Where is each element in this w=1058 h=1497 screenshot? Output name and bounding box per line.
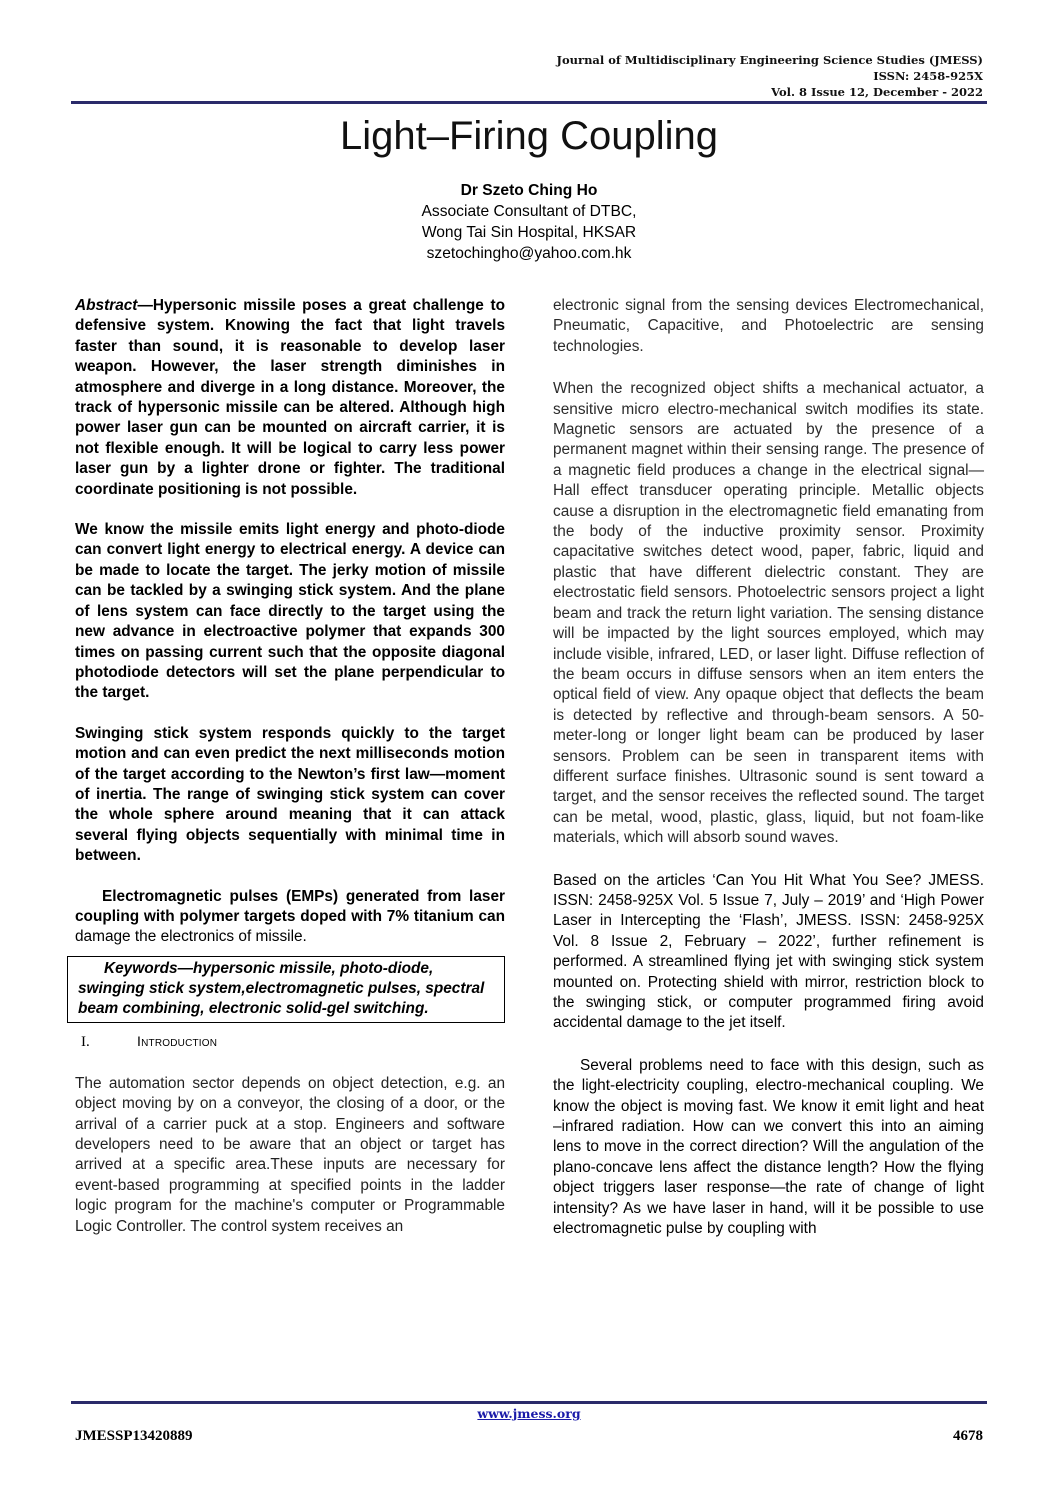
right-column [553, 296, 984, 1261]
page-number: 4678 [953, 1428, 983, 1444]
abstract-label: Abstract [75, 297, 138, 314]
keywords-text: —hypersonic missile, photo-diode, swinging stick system,electromagnetic pulses, spectral beam combining, electronic solid-gel switching. [78, 959, 485, 1017]
header-divider [71, 101, 987, 104]
right-paragraph-4: Several problems need to face with this design, such as the light-electricity coupling, electro-mechanical coupling. We know the object is moving fast. We know it emit light and heat –infrared radiation. How can we convert this into an aiming lens to move in the correct direction? Will the angulation of the plano-concave lens affect the distance length? How the flying object triggers laser response—the rate of change of light intensity? As we have laser in hand, will it be possible to use electromagnetic pulse by coupling with [553, 1056, 984, 1238]
abstract-paragraph-1 [75, 296, 505, 500]
paper-id: JMESSP13420889 [75, 1428, 193, 1444]
author-affiliation-1: Associate Consultant of DTBC, [421, 203, 637, 220]
abstract-text-4-normal: damage the electronics of missile. [75, 928, 307, 946]
author-name: Dr Szeto Ching Ho [460, 182, 598, 199]
right-paragraph-1: electronic signal from the sensing devices Electromechanical, Pneumatic, Capacitive, and Photoelectric are sensing technologies. [553, 297, 984, 355]
author-affiliation-2: Wong Tai Sin Hospital, HKSAR [421, 224, 637, 241]
left-column [75, 296, 505, 1237]
right-paragraph-3: Based on the articles ‘Can You Hit What You See? JMESS. ISSN: 2458-925X Vol. 5 Issue 7, July – 2019’ and ‘High Power Laser in Intercepting the ‘Flash’, JMESS. ISSN: 2458-925X Vol. 8 Issue 2, February – 2022’, further refinement is performed. A streamlined flying jet with swinging stick system mounted on. Protecting shield with mirror, restriction block to the swinging stick, or computer programmed firing avoid accidental damage to the jet itself. [553, 871, 984, 1032]
section-number: I. [81, 1033, 90, 1050]
journal-issn: ISSN: 2458-925X [873, 69, 983, 83]
keywords-label: Keywords [104, 959, 178, 977]
journal-header [383, 52, 983, 100]
footer-divider [71, 1401, 987, 1404]
paper-title: Light–Firing Coupling [339, 114, 718, 158]
journal-name: Journal of Multidisciplinary Engineering Science Studies (JMESS) [556, 53, 983, 67]
abstract [75, 296, 505, 948]
section-heading-introduction [75, 1031, 505, 1052]
journal-volume: Vol. 8 Issue 12, December - 2022 [771, 85, 983, 99]
right-paragraph-2: When the recognized object shifts a mechanical actuator, a sensitive micro electro-mechanical switch modifies its state. Magnetic sensors are actuated by the presence of a permanent magnet within their sensing range. The presence of a magnetic field produces a change in the electrical signal—Hall effect transducer operating principle. Metallic objects cause a disruption in the electromagnetic field emanating from the body of the inductive proximity sensor. Proximity capacitative switches detect wood, paper, fabric, liquid and plastic that have different dielectric constant. They are electrostatic field sensors. Photoelectric sensors project a light beam and track the return light variation. The sensing distance will be impacted by the light sources employed, which may include visible, infrared, LED, or laser light. Diffuse reflection of the beam occurs in diffuse sensors when an item enters the optical field of view. Any opaque object that deflects the beam is detected by reflective and through-beam sensors. A 50-meter-long or longer light beam can be produced by laser sensors. Problem can be seen in transparent items with different surface finishes. Ultrasonic sound is sent toward a target, and the sensor receives the reflected sound. The target can be metal, wood, plastic, glass, liquid, but not foam-like materials, which will absorb sound waves. [553, 380, 984, 847]
abstract-paragraph-4 [75, 887, 505, 948]
keywords-box [67, 956, 505, 1023]
section-title: Introduction [137, 1032, 218, 1049]
author-email: szetochingho@yahoo.com.hk [426, 245, 632, 262]
journal-website-link[interactable]: www.jmess.org [477, 1406, 581, 1421]
introduction-body [75, 1074, 505, 1237]
author-block [0, 180, 1058, 264]
abstract-paragraph-2: We know the missile emits light energy and photo-diode can convert light energy to electrical energy. A device can be made to locate the target. The jerky motion of missile can be tackled by a swinging stick system. And the plane of lens system can face directly to the target using the new advance in electroactive polymer that expands 300 times on passing current such that the opposite diagonal photodiode detectors will set the plane perpendicular to the target. [75, 521, 505, 702]
abstract-text-4-bold: Electromagnetic pulses (EMPs) generated from laser coupling with polymer targets doped with 7% titanium can [75, 887, 505, 925]
introduction-paragraph-1: The automation sector depends on object detection, e.g. an object moving by on a conveyor, the closing of a door, or the arrival of a carrier puck at a stop. Engineers and software developers need to be aware that an object or target has arrived at a specific area.These inputs are necessary for event-based programming at specified points in the ladder logic program for the machine's computer or Programmable Logic Controller. The control system receives an [75, 1074, 505, 1235]
abstract-text-1: —Hypersonic missile poses a great challenge to defensive system. Knowing the fact that light travels faster than sound, it is reasonable to develop laser weapon. However, the laser strength diminishes in atmosphere and diverge in a long distance. Moreover, the track of hypersonic missile can be altered. Although high power laser gun can be mounted on aircraft carrier, it is not flexible enough. It will be logical to carry less power laser gun by a lighter drone or fighter. The traditional coordinate positioning is not possible. [75, 297, 505, 498]
abstract-paragraph-3: Swinging stick system responds quickly to the target motion and can even predict the next milliseconds motion of the target according to the Newton’s first law—moment of inertia. The range of swinging stick system can cover the whole sphere around meaning that it can attack several flying objects sequentially with minimal time in between. [75, 724, 505, 865]
